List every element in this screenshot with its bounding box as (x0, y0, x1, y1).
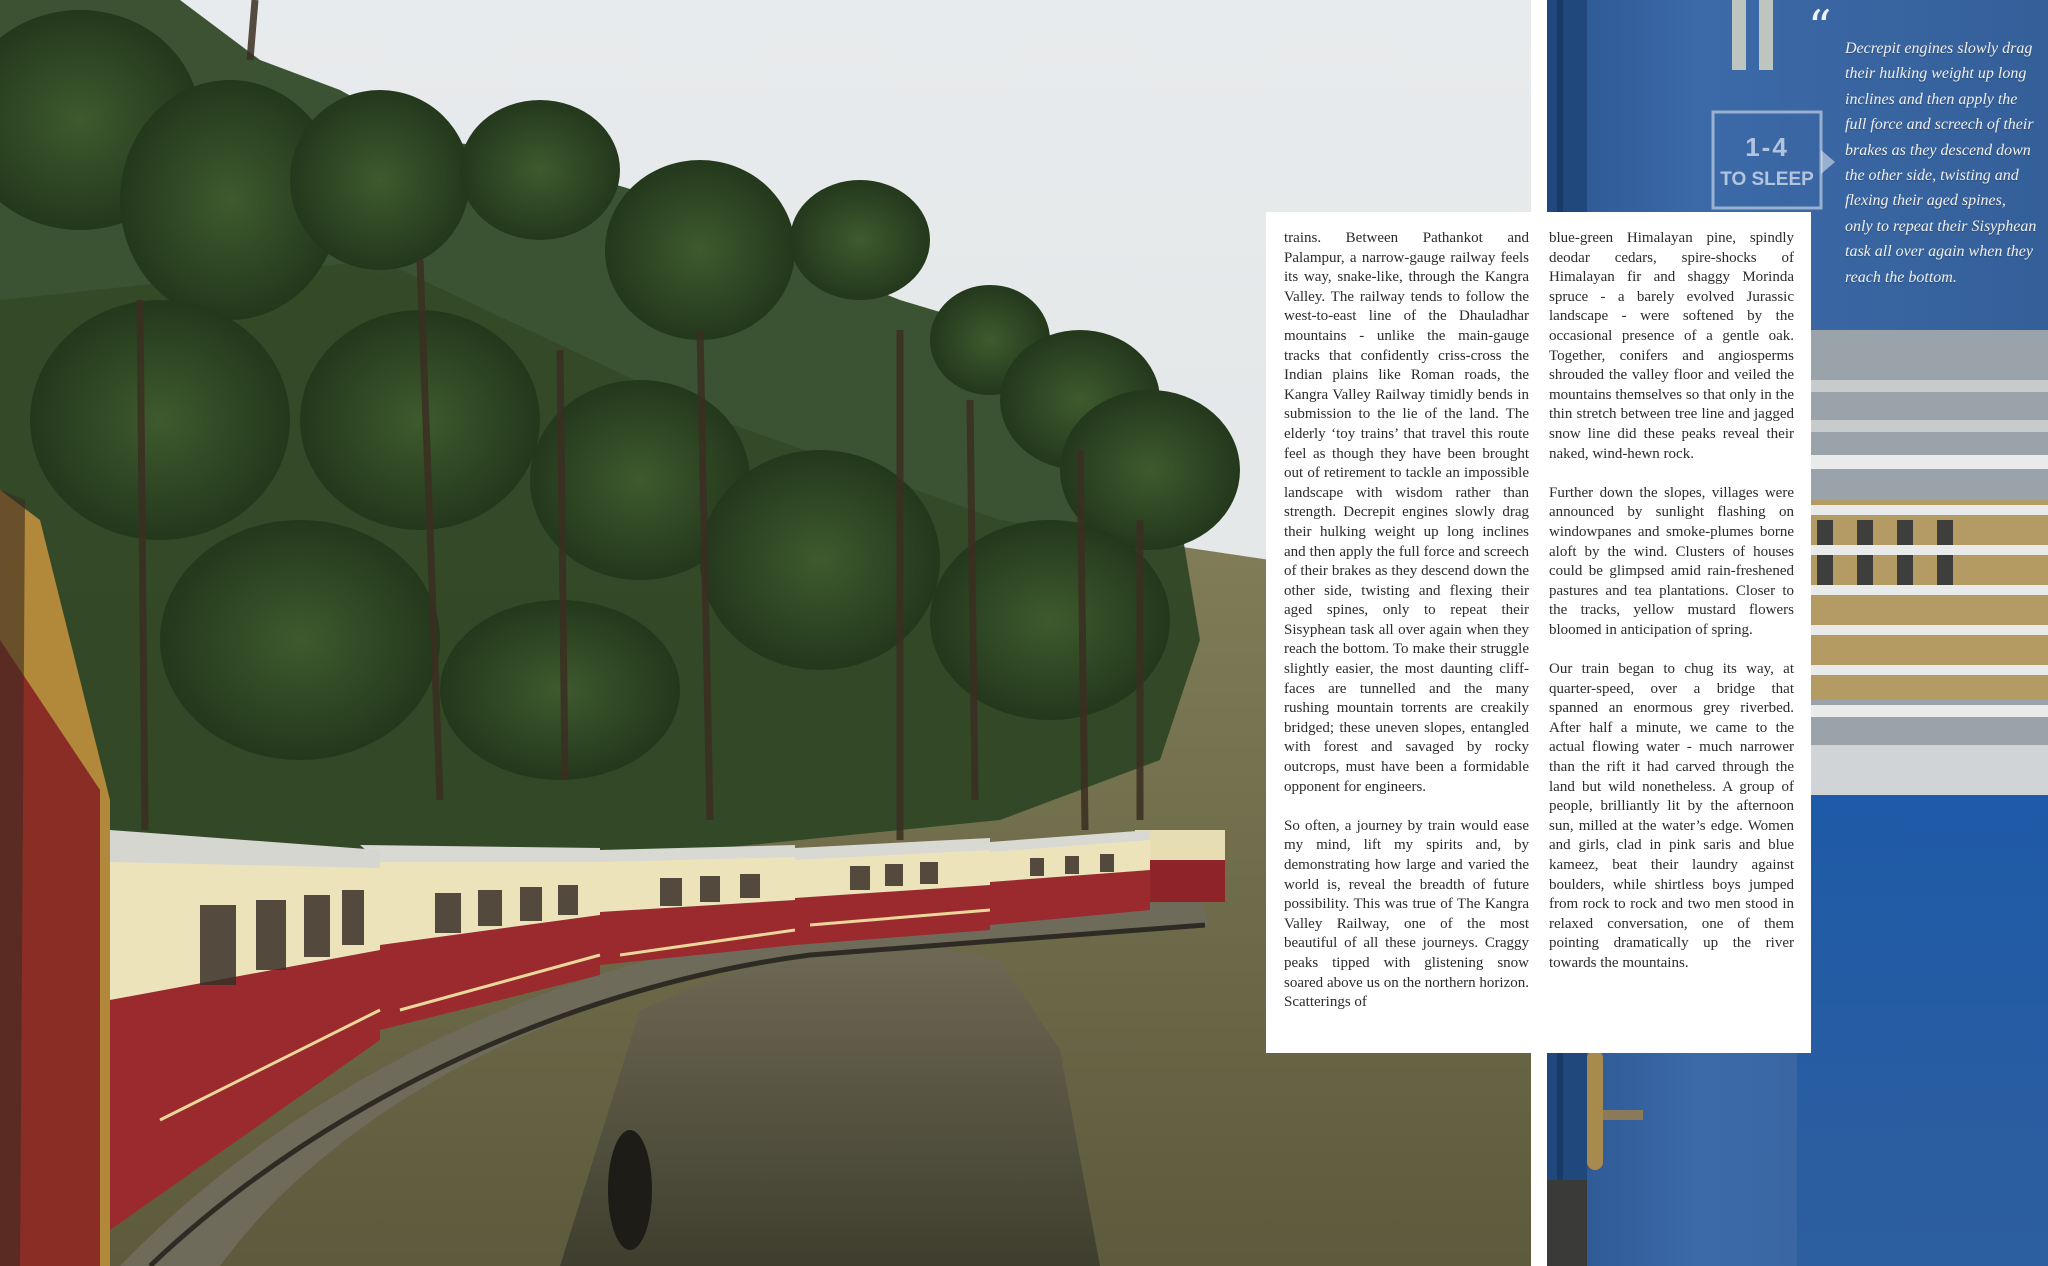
article-paragraph: So often, a journey by train would ease my mind, lift my spirits and, by demonstrating how large and varied the world is, reveal the breadth of future possibility. This was true of The Kangra Valley Railway, one of the most beautiful of all these journeys. Craggy peaks tipped with glistening snow soared above us on the northern horizon. Scatterings of (1284, 817, 1529, 1011)
article-column-1 (1284, 229, 1529, 1013)
sign-label: TO SLEEP (1720, 169, 1814, 190)
quote-mark: “ (1808, 0, 1832, 54)
pull-quote: Decrepit engines slowly drag their hulking weight up long inclines and then apply the full force and screech of their brakes as they descend down the other side, twisting and flexing their aged spines, only to repeat their Sisyphean task all over again when they reach the bottom. (1845, 40, 2037, 286)
carriage-sign (1714, 110, 1820, 191)
article-text-panel (1266, 212, 1811, 1053)
article-paragraph: trains. Between Pathankot and Palampur, a narrow-gauge railway feels its way, snake-like, through the Kangra Valley. The railway tends to follow the west-to-east line of the Dhauladhar mountains - unlike the main-gauge tracks that confidently criss-cross the Indian plains like Roman roads, the Kangra Valley Railway timidly bends in submission to the lie of the land. The elderly ‘toy trains’ that travel this route feel as though they have been brought out of retirement to tackle an impossible landscape with wisdom rather than strength. Decrepit engines slowly drag their hulking weight up long inclines and then apply the full force and screech of their brakes as they descend down the other side, twisting and flexing their aged spines, only to repeat their Sisyphean task all over again when they reach the bottom. To make their struggle slightly easier, the most daunting cliff-faces are tunnelled and the many rushing mountain torrents are creakily bridged; these uneven slopes, entangled with forest and savaged by rocky outcrops, must have been a formidable opponent for engineers. (1284, 230, 1529, 795)
article-paragraph: Further down the slopes, villages were announced by sunlight flashing on windowpanes and smoke-plumes borne aloft by the wind. Clusters of houses could be glimpsed amid rain-freshened pastures and tea plantations. Closer to the tracks, yellow mustard flowers bloomed in anticipation of spring. (1549, 484, 1794, 638)
sign-number: 1-4 (1745, 132, 1789, 162)
article-paragraph: Our train began to chug its way, at quarter-speed, over a bridge that spanned an enormous grey riverbed. After half a minute, we came to the actual flowing water - much narrower than the rift it had carved through the land but wild nonetheless. A group of people, brilliantly lit by the afternoon sun, milled at the water’s edge. Women and girls, clad in pink saris and blue kameez, beat their laundry against boulders, while shirtless boys jumped from rock to rock and two men stood in relaxed conversation, one of them pointing dramatically up the river towards the mountains. (1549, 661, 1794, 971)
article-column-2 (1549, 229, 1794, 974)
article-paragraph: blue-green Himalayan pine, spindly deodar cedars, spire-shocks of Himalayan fir and shaggy Morinda spruce - a barely evolved Jurassic landscape - were softened by the occasional presence of a gentle oak. Together, conifers and angiosperms shrouded the valley floor and veiled the mountains themselves so that only in the thin stretch between tree line and jagged snow line did these peaks reveal their naked, wind-hewn rock. (1549, 230, 1794, 462)
